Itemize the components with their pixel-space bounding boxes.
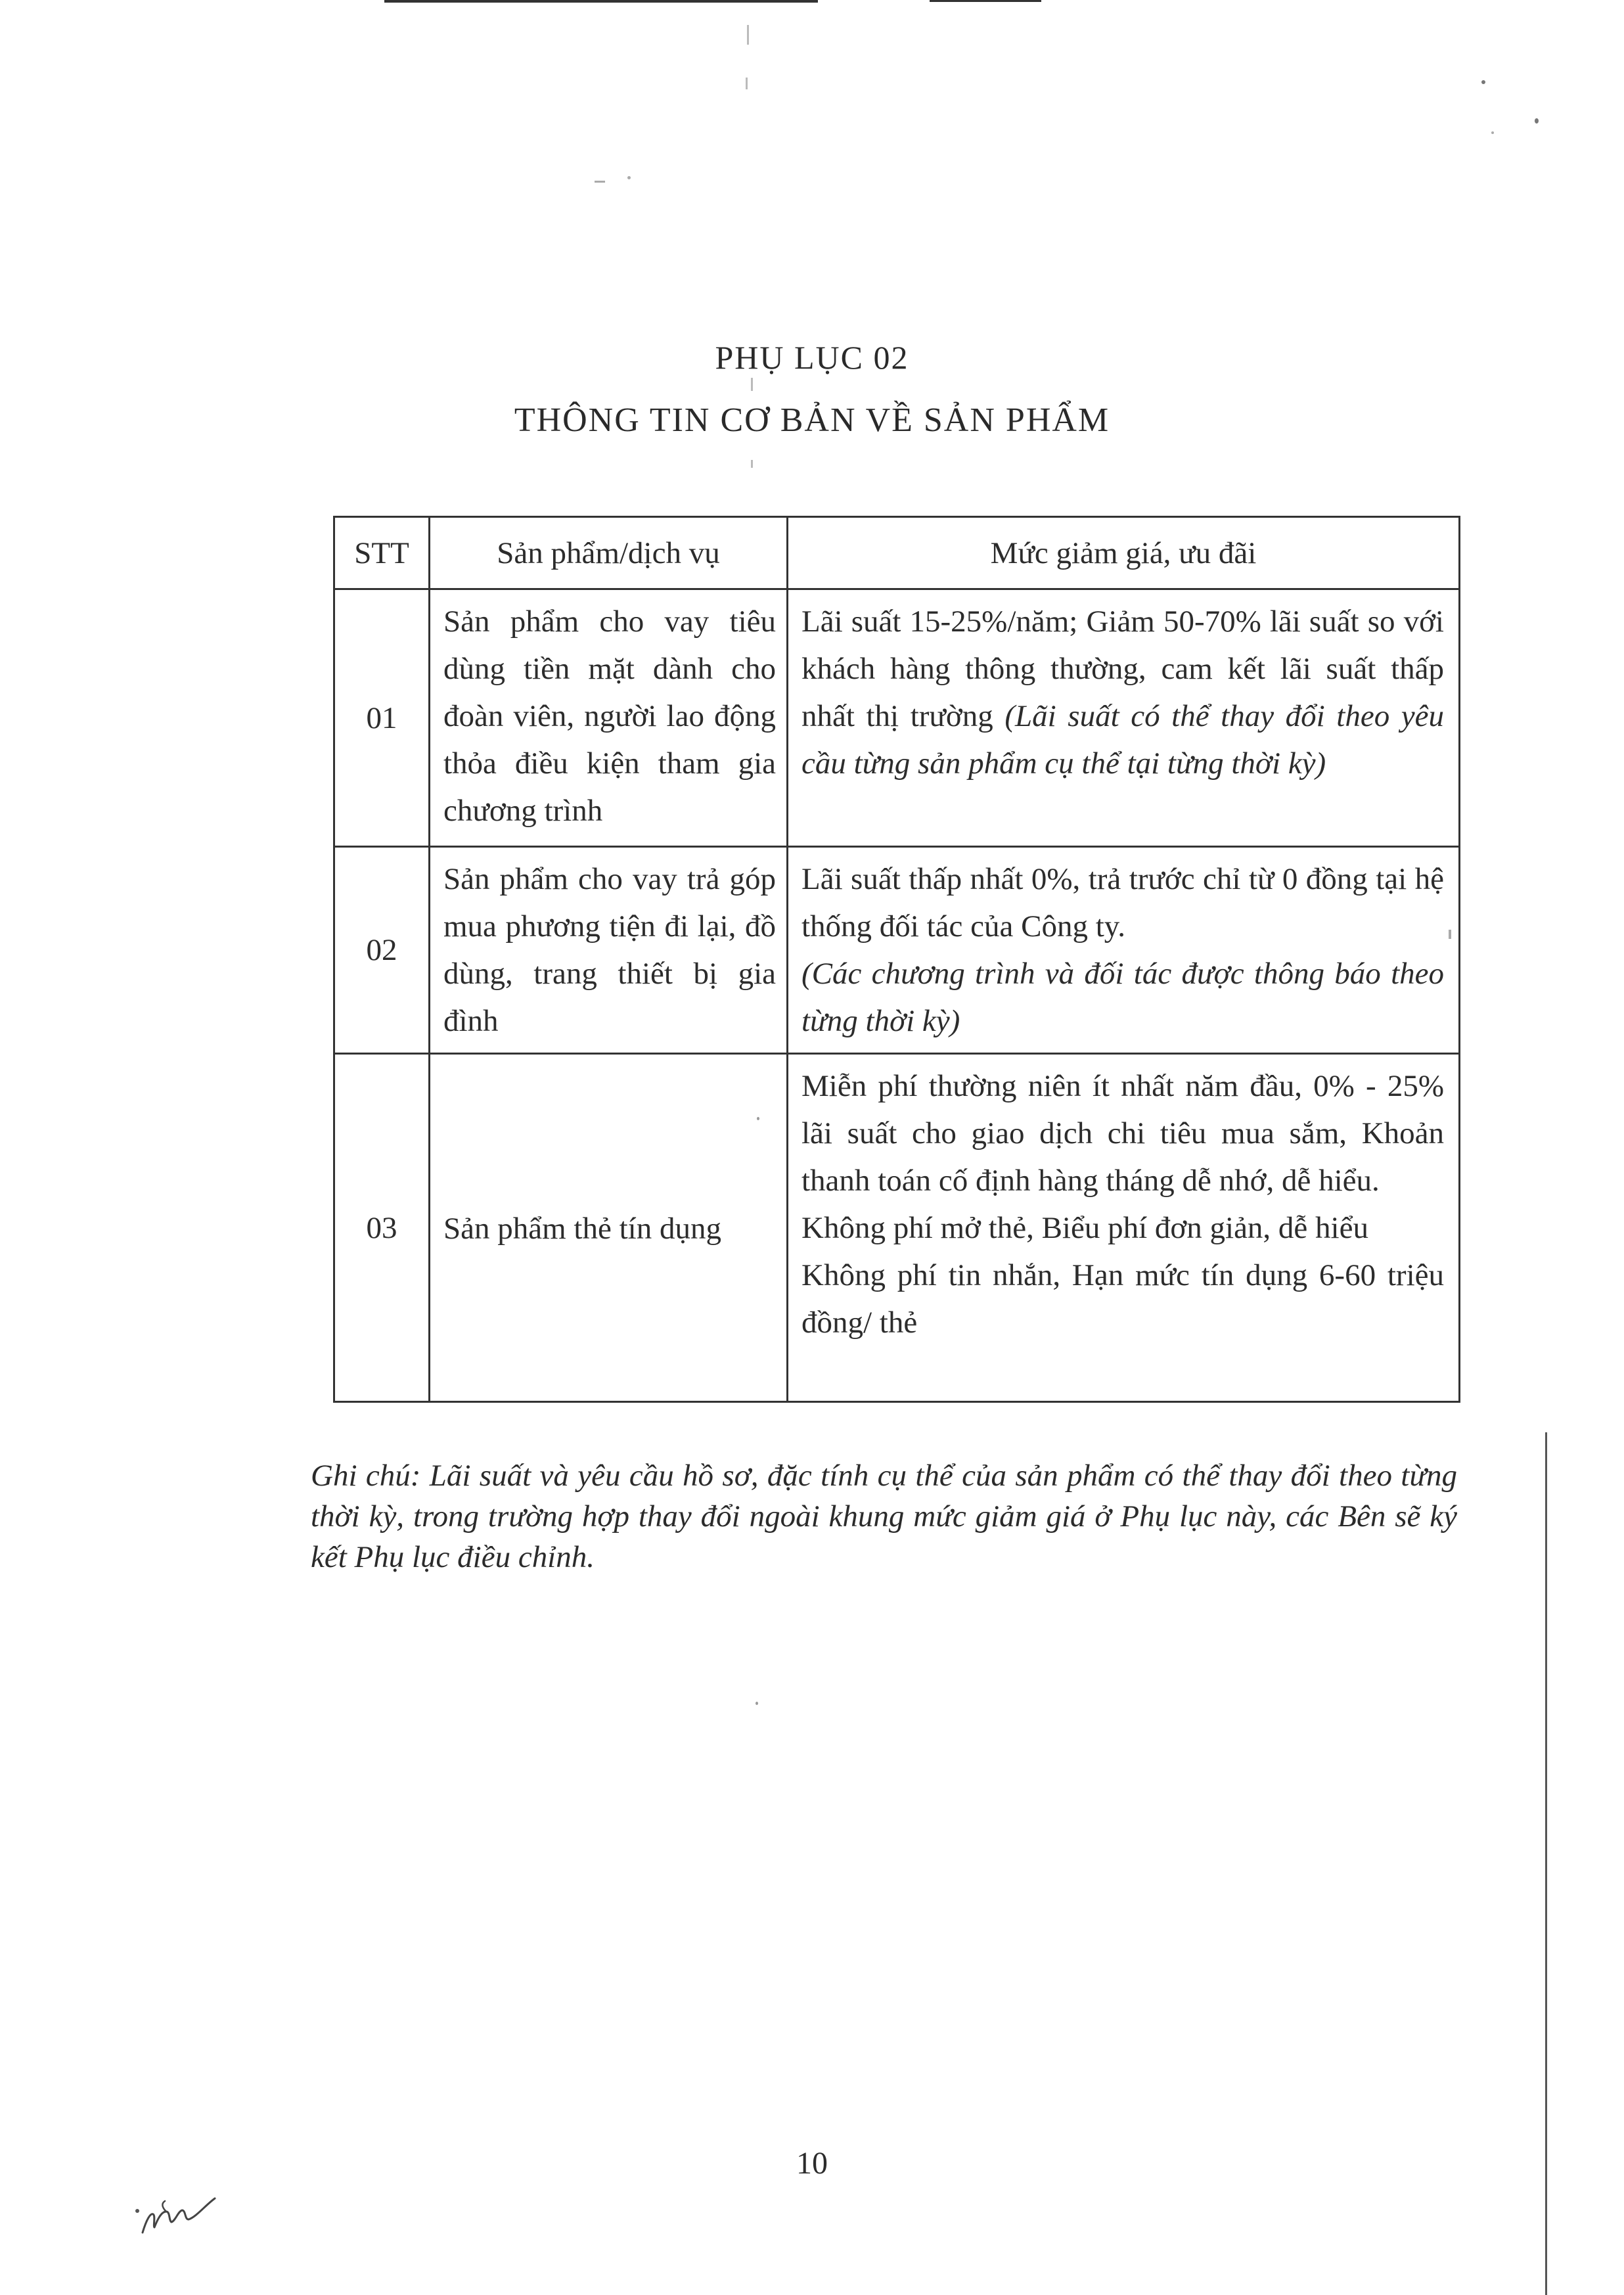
footnote: Ghi chú: Lãi suất và yêu cầu hồ sơ, đặc tính cụ thể của sản phẩm có thể thay đổi theo từng thời kỳ, trong trường hợp thay đổi ngoài khung mức giảm giá ở Phụ lục này, các Bên sẽ ký kết Phụ lục điều chỉnh. [311, 1459, 1457, 1574]
table-row [334, 589, 1460, 847]
offer-text: Miễn phí thường niên ít nhất năm đầu, 0% - 25% lãi suất cho giao dịch chi tiêu mua sắm, Khoản thanh toán cố định hàng tháng dễ nhớ, dễ hiểu. [801, 1069, 1444, 1198]
row-product: Sản phẩm thẻ tín dụng [430, 1054, 788, 1402]
scan-speck [747, 25, 749, 45]
scan-top-edge-line [930, 0, 1041, 2]
row-stt: 01 [334, 589, 430, 847]
row-stt: 02 [334, 847, 430, 1054]
scan-speck [1481, 80, 1485, 84]
appendix-title: PHỤ LỤC 02 [715, 339, 909, 376]
row-stt: 03 [334, 1054, 430, 1402]
offer-text-line-3: Không phí tin nhắn, Hạn mức tín dụng 6-60 triệu đồng/ thẻ [801, 1258, 1444, 1340]
column-header-product: Sản phẩm/dịch vụ [430, 517, 788, 589]
row-offer [788, 589, 1460, 847]
scan-speck [746, 78, 748, 89]
appendix-subtitle: THÔNG TIN CƠ BẢN VỀ SẢN PHẨM [514, 401, 1110, 439]
scan-speck [756, 1702, 758, 1705]
handwritten-initials [128, 2181, 240, 2254]
offer-text: Lãi suất 15-25%/năm; Giảm 50-70% lãi suất so với khách hàng thông thường, cam kết lãi suất thấp nhất thị trường [801, 604, 1444, 733]
scan-top-edge-line [384, 0, 818, 3]
table-row [334, 847, 1460, 1054]
scan-speck [627, 176, 631, 179]
offer-note: (Lãi suất có thể thay đổi theo yêu cầu từng sản phẩm cụ thể tại từng thời kỳ) [801, 699, 1445, 781]
scan-speck [1535, 118, 1539, 124]
scan-speck [1491, 131, 1494, 134]
offer-note: (Các chương trình và đối tác được thông báo theo từng thời kỳ) [801, 957, 1444, 1038]
scan-speck [751, 378, 753, 391]
row-product: Sản phẩm cho vay tiêu dùng tiền mặt dành cho đoàn viên, người lao động thỏa điều kiện tham gia chương trình [430, 589, 788, 847]
offer-text-line-2: Không phí mở thẻ, Biểu phí đơn giản, dễ hiểu [801, 1211, 1368, 1245]
table-row [334, 1054, 1460, 1402]
offer-text: Lãi suất thấp nhất 0%, trả trước chỉ từ 0 đồng tại hệ thống đối tác của Công ty. [801, 862, 1444, 943]
column-header-offer: Mức giảm giá, ưu đãi [788, 517, 1460, 589]
page-number: 10 [796, 2146, 828, 2181]
product-table [333, 516, 1460, 1403]
table-header-row [334, 517, 1460, 589]
row-product: Sản phẩm cho vay trả góp mua phương tiện đi lại, đồ dùng, trang thiết bị gia đình [430, 847, 788, 1054]
scan-speck [595, 181, 605, 183]
column-header-stt: STT [334, 517, 430, 589]
row-offer [788, 1054, 1460, 1402]
row-offer [788, 847, 1460, 1054]
scan-speck [751, 460, 753, 468]
